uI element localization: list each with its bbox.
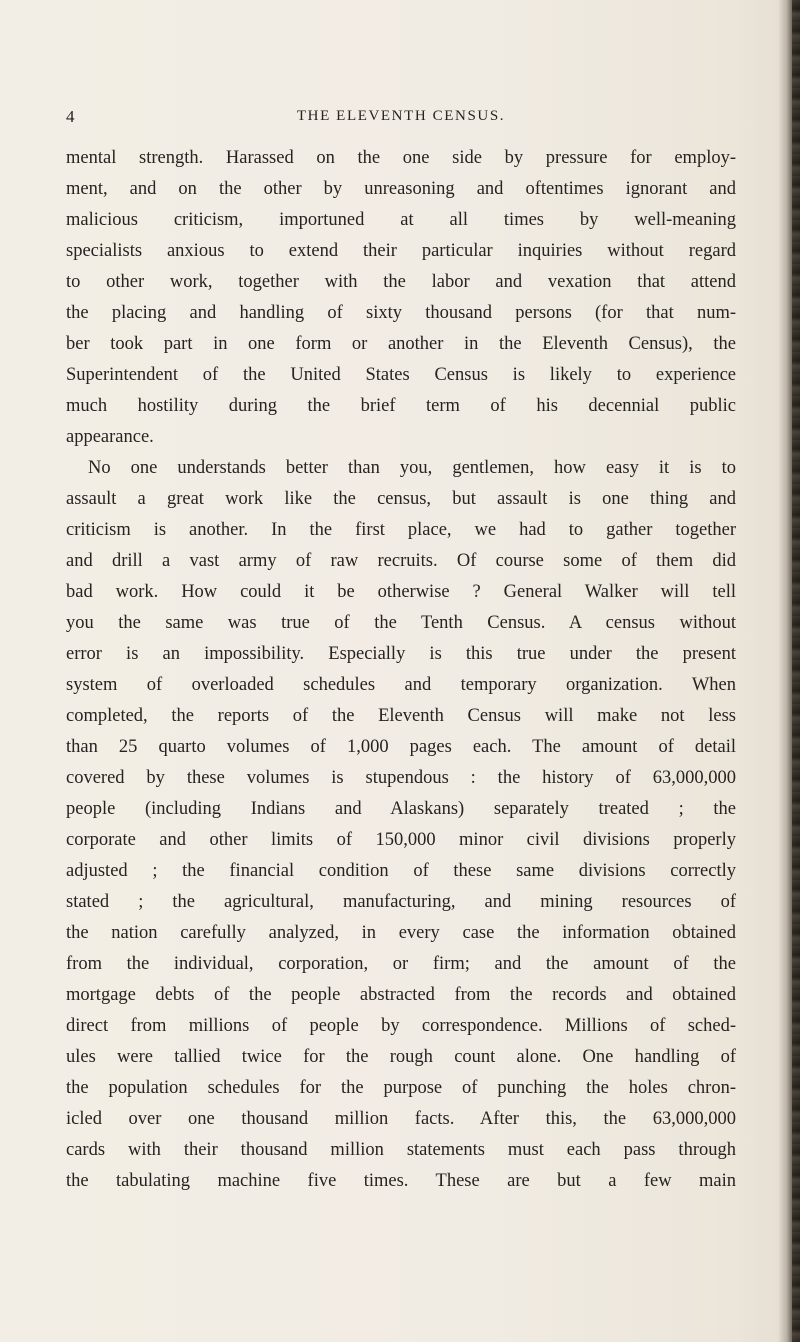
text-line: bad work. How could it be otherwise ? General Walker will tell: [66, 582, 736, 602]
text-line: error is an impossibility. Especially is this true under the present: [66, 644, 736, 664]
text-line: the nation carefully analyzed, in every case the information obtained: [66, 923, 736, 943]
text-line: cards with their thousand million statements must each pass through: [66, 1140, 736, 1160]
text-line: ber took part in one form or another in the Eleventh Census), the: [66, 334, 736, 354]
text-line: direct from millions of people by correspondence. Millions of sched-: [66, 1016, 736, 1036]
text-line: completed, the reports of the Eleventh Census will make not less: [66, 706, 736, 726]
text-line: people (including Indians and Alaskans) separately treated ; the: [66, 799, 736, 819]
text-line: the tabulating machine five times. These are but a few main: [66, 1171, 736, 1191]
text-line: assault a great work like the census, but assault is one thing and: [66, 489, 736, 509]
text-line: ules were tallied twice for the rough count alone. One handling of: [66, 1047, 736, 1067]
text-line: system of overloaded schedules and temporary organization. When: [66, 675, 736, 695]
text-line: the placing and handling of sixty thousand persons (for that num-: [66, 303, 736, 323]
text-line: stated ; the agricultural, manufacturing, and mining resources of: [66, 892, 736, 912]
text-line: specialists anxious to extend their particular inquiries without regard: [66, 241, 736, 261]
body-text: [66, 143, 736, 1197]
text-line: mortgage debts of the people abstracted from the records and obtained: [66, 985, 736, 1005]
text-line: the population schedules for the purpose of punching the holes chron-: [66, 1078, 736, 1098]
text-line: No one understands better than you, gentlemen, how easy it is to: [88, 458, 736, 478]
binding-edge: [792, 0, 800, 1342]
page-number: 4: [66, 107, 75, 126]
text-line: to other work, together with the labor and vexation that attend: [66, 272, 736, 292]
page-header: [66, 107, 736, 131]
text-line: from the individual, corporation, or firm; and the amount of the: [66, 954, 736, 974]
text-line: criticism is another. In the first place, we had to gather together: [66, 520, 736, 540]
text-line: Superintendent of the United States Census is likely to experience: [66, 365, 736, 385]
text-line: covered by these volumes is stupendous : the history of 63,000,000: [66, 768, 736, 788]
text-line: icled over one thousand million facts. After this, the 63,000,000: [66, 1109, 736, 1129]
running-head: THE ELEVENTH CENSUS.: [296, 108, 506, 124]
text-line: malicious criticism, importuned at all times by well-meaning: [66, 210, 736, 230]
text-line: you the same was true of the Tenth Census. A census without: [66, 613, 736, 633]
text-line: and drill a vast army of raw recruits. Of course some of them did: [66, 551, 736, 571]
text-line: ment, and on the other by unreasoning and oftentimes ignorant and: [66, 179, 736, 199]
text-line: than 25 quarto volumes of 1,000 pages each. The amount of detail: [66, 737, 736, 757]
text-line: adjusted ; the financial condition of these same divisions correctly: [66, 861, 736, 881]
text-line: mental strength. Harassed on the one side by pressure for employ-: [66, 148, 736, 168]
text-line: much hostility during the brief term of his decennial public: [66, 396, 736, 416]
text-line: appearance.: [66, 427, 154, 447]
text-line: corporate and other limits of 150,000 minor civil divisions properly: [66, 830, 736, 850]
